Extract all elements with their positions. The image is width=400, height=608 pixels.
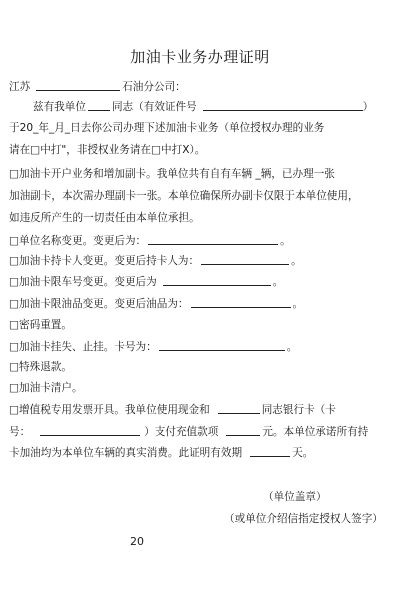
item-open-account: □加油卡开户业务和增加副卡。我单位共有自有车辆 _辆，已办理一张 (9, 168, 335, 180)
name-blank (88, 99, 110, 111)
card-number-blank (40, 424, 140, 436)
item-label: □加油卡限车号变更。变更后为 (9, 276, 157, 288)
item-close-account: □加油卡清户。 (9, 382, 83, 394)
item-end: 。 (280, 235, 291, 247)
blank-line (191, 296, 291, 308)
date-line: 于20_年_月_日去你公司办理下述加油卡业务（单位授权办理的业务 (9, 122, 325, 134)
id-close: ） (362, 101, 374, 113)
item-vat-invoice-end (9, 445, 313, 460)
item-vat-invoice (9, 402, 336, 417)
blank-line (218, 402, 260, 414)
item-fuel-change (9, 296, 303, 311)
item-holder-change (9, 253, 302, 268)
item-label: □加油卡挂失、止挂。卡号为： (9, 341, 157, 353)
validity-days-blank (250, 445, 290, 457)
branch-blank (36, 79, 120, 91)
item-unit-name-change (9, 233, 291, 248)
document-title: 加油卡业务办理证明 (130, 48, 270, 66)
item-label: □加油卡持卡人变更。变更后持卡人为： (9, 255, 200, 267)
blank-line (159, 339, 285, 351)
item-end: 。 (286, 341, 298, 353)
item-text: 同志银行卡（卡 (261, 404, 336, 416)
item-special-refund: □特殊退款。 (9, 361, 72, 373)
item-text: ）支付充值款项 (144, 426, 219, 438)
id-number-blank (203, 99, 363, 111)
blank-line (163, 274, 271, 286)
id-label: 同志（有效证件号 (111, 101, 197, 113)
intro-line (33, 99, 373, 114)
branch-text: 石油分公司： (122, 81, 186, 93)
page-number: 20 (130, 535, 144, 548)
item-label: 卡加油均为本单位车辆的真实消费。此证明有效期 (9, 447, 243, 459)
item-label: □加油卡限油品变更。变更后油品为： (9, 298, 189, 310)
item-report-loss (9, 339, 297, 354)
item-password-reset: □密码重置。 (9, 319, 72, 331)
amount-blank (226, 424, 260, 436)
seal-label: （单位盖章） (263, 491, 327, 503)
item-text: 元。本单位承诺所有持 (262, 426, 369, 438)
item-end: 。 (291, 255, 302, 267)
item-end: 。 (292, 298, 304, 310)
item-vat-invoice-cont (9, 424, 368, 439)
item-plate-change (9, 274, 283, 289)
blank-line (201, 253, 289, 265)
item-end: 。 (272, 276, 284, 288)
item-open-account-cont: 加油副卡，本次需办理副卡一张。本单位确保所办副卡仅限于本单位使用， (9, 190, 359, 202)
province-text: 江苏 (9, 81, 31, 93)
signature-label: （或单位介绍信指定授权人签字） (224, 513, 383, 525)
addressee-line (9, 79, 186, 94)
blank-line (148, 233, 278, 245)
item-label: 号： (9, 426, 31, 438)
intro-text: 兹有我单位 (33, 101, 86, 113)
item-label: □单位名称变更。变更后为： (9, 235, 147, 247)
item-open-account-end: 如违反所产生的一切责任由本单位承担。 (9, 212, 200, 224)
instruction-line: 请在□中打"，非授权业务请在□中打X）。 (9, 144, 206, 156)
item-label: □增值税专用发票开具。我单位使用现金和 (9, 404, 210, 416)
item-end: 天。 (292, 447, 314, 459)
